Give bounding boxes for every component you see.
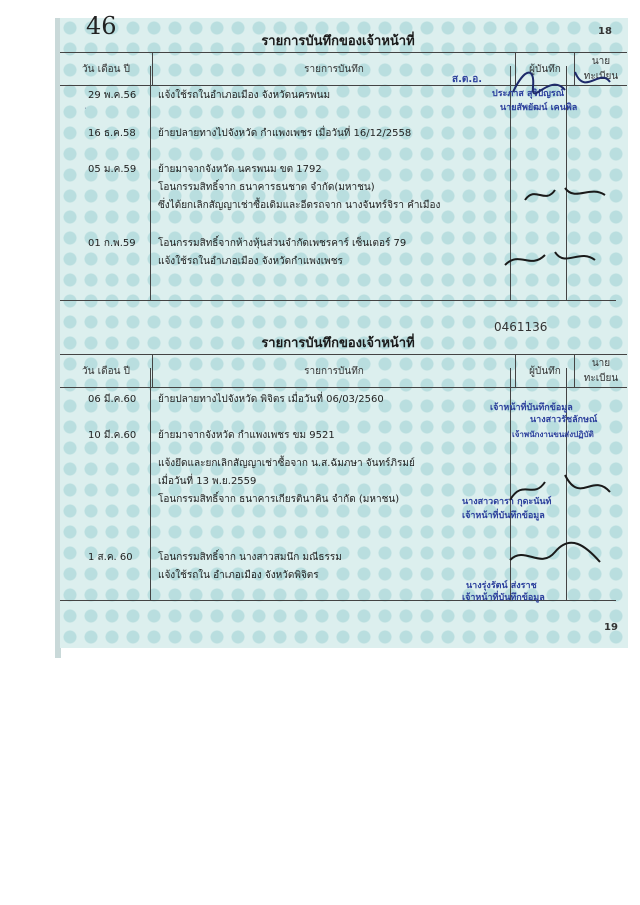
entry-line: เมื่อวันที่ 13 พ.ย.2559 xyxy=(158,476,257,487)
entry-line: ย้ายมาจากจังหวัด นครพนม ขต 1792 xyxy=(158,164,322,175)
section-title: รายการบันทึกของเจ้าหน้าที่ xyxy=(261,336,415,351)
document-serial: 0461136 xyxy=(494,320,548,334)
officer-stamp: เจ้าหน้าที่บันทึกข้อมูล xyxy=(462,593,545,603)
officer-stamp: เจ้าหน้าที่บันทึกข้อมูล xyxy=(490,403,573,413)
entry-date: 01 ก.พ.59 xyxy=(88,238,136,249)
signature-icon xyxy=(505,62,615,102)
section-2 xyxy=(60,334,619,388)
header-registrar: นายทะเบียน xyxy=(575,53,628,86)
header-entry: รายการบันทึก xyxy=(153,355,516,388)
entry-date: 16 ธ.ค.58 xyxy=(88,128,136,139)
officer-stamp: นายสัพยัฒน์ เคนพิล xyxy=(500,103,578,113)
entry-date: 06 มี.ค.60 xyxy=(88,394,137,405)
entry-date: 10 มี.ค.60 xyxy=(88,430,137,441)
entry-line: แจ้งใช้รถในอำเภอเมือง จังหวัดกำแพงเพชร xyxy=(158,256,343,267)
handwritten-number: 46 xyxy=(86,12,117,40)
officer-stamp: ประภาส สุวิปัญรณ์ xyxy=(492,89,565,99)
section-bottom-line xyxy=(60,300,616,301)
entry-line: โอนกรรมสิทธิ์จาก นางสาวสมนึก มณีธรรม xyxy=(158,552,342,563)
entry-line: ย้ายปลายทางไปจังหวัด กำแพงเพชร เมื่อวันที่ 16/12/2558 xyxy=(158,128,412,139)
header-recorder: ผู้บันทึก xyxy=(516,355,575,388)
signature-icon xyxy=(505,540,605,575)
officer-stamp: นางสาวดารา กุดะนันท์ xyxy=(462,497,552,507)
column-divider xyxy=(150,66,151,300)
header-date: วัน เดือน ปี xyxy=(60,53,153,86)
section-2-header xyxy=(60,354,627,388)
entry-line: ย้ายปลายทางไปจังหวัด พิจิตร เมื่อวันที่ 06/03/2560 xyxy=(158,394,384,405)
entry-line: ซึ่งได้ยกเลิกสัญญาเช่าซื้อเดิมและอีดรถจาก นางจันทร์จิรา คำเมือง xyxy=(158,200,441,211)
signature-icon xyxy=(505,470,615,510)
entry-line: ย้ายมาจากจังหวัด กำแพงเพชร ขม 9521 xyxy=(158,430,335,441)
entry-line: แจ้งยึดและยกเลิกสัญญาเช่าซื้อจาก น.ส.ฉัมภษา จันทร์ภิรมย์ xyxy=(158,458,415,469)
entry-date: 1 ส.ค. 60 xyxy=(88,552,133,563)
header-recorder: ผู้บันทึก xyxy=(516,53,575,86)
page-number-bottom: 19 xyxy=(604,622,618,633)
entry-date: 05 ม.ค.59 xyxy=(88,164,137,175)
entry-line: โอนกรรมสิทธิ์จาก ธนาคารเกียรตินาคิน จำกัด (มหาชน) xyxy=(158,494,400,505)
signature-icon xyxy=(500,240,600,275)
entry-line: แจ้งใช้รถใน อำเภอเมือง จังหวัดพิจิตร xyxy=(158,570,319,581)
header-entry: รายการบันทึก xyxy=(153,53,516,86)
column-divider xyxy=(150,368,151,600)
signature-icon xyxy=(520,180,610,210)
entry-line: แจ้งใช้รถในอำเภอเมือง จังหวัดนครพนม xyxy=(158,90,331,101)
officer-stamp: นางรุ่งรัตน์ ส่งราช xyxy=(466,581,537,591)
officer-stamp: ส.ต.อ. xyxy=(452,74,482,85)
entry-date: 29 พ.ค.56 xyxy=(88,90,137,101)
entry-line: โอนกรรมสิทธิ์จาก ธนาคารธนชาต จำกัด(มหาชน) xyxy=(158,182,375,193)
officer-stamp: นางสาวรัชลักษณ์ xyxy=(530,415,598,425)
faint-line: ⋅ xyxy=(84,104,87,113)
entry-line: โอนกรรมสิทธิ์จากห้างหุ้นส่วนจำกัดเพชรคาร์ เซ็นเตอร์ 79 xyxy=(158,238,407,249)
section-title: รายการบันทึกของเจ้าหน้าที่ xyxy=(261,34,415,49)
header-registrar: นายทะเบียน xyxy=(575,355,628,388)
officer-stamp: เจ้าพนักงานขนส่งปฏิบัติ xyxy=(512,430,594,439)
header-date: วัน เดือน ปี xyxy=(60,355,153,388)
page-number-top: 18 xyxy=(598,26,612,37)
officer-stamp: เจ้าหน้าที่บันทึกข้อมูล xyxy=(462,511,545,521)
